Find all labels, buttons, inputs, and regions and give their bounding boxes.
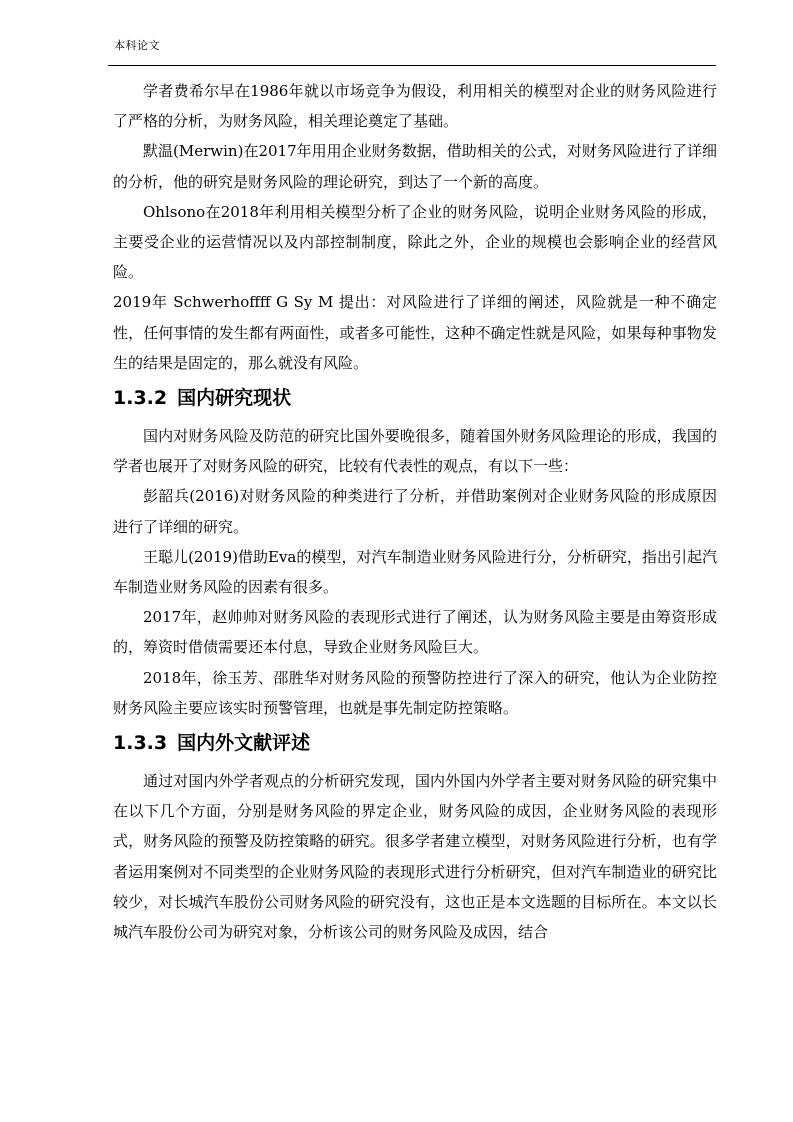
paragraph-peng: 彭韶兵(2016)对财务风险的种类进行了分析，并借助案例对企业财务风险的形成原因进行了详细的研究。 [113,487,717,536]
paragraph-merwin: 默温(Merwin)在2017年用用企业财务数据，借助相关的公式，对财务风险进行了详细的分析，他的研究是财务风险的理论研究，到达了一个新的高度。 [113,142,717,191]
paragraph-review: 通过对国内外学者观点的分析研究发现，国内外国内外学者主要对财务风险的研究集中在以下几个方面，分别是财务风险的界定企业，财务风险的成因，企业财务风险的表现形式，财务风险的预警及防控策略的研究。很多学者建立模型，对财务风险进行分析，也有学者运用案例对不同类型的企业财务风险的表现形式进行分析研究，但对汽车制造业的研究比较少，对长城汽车股份公司财务风险的研究没有，这也正是本文选题的目标所在。本文以长城汽车股份公司为研究对象，分析该公司的财务风险及成因，结合 [113,772,717,942]
paragraph-zhao: 2017年，赵帅帅对财务风险的表现形式进行了阐述，认为财务风险主要是由筹资形成的，筹资时借债需要还本付息，导致企业财务风险巨大。 [113,608,717,657]
paragraph-xu: 2018年，徐玉芳、邵胜华对财务风险的预警防控进行了深入的研究，他认为企业防控财务风险主要应该实时预警管理，也就是事先制定防控策略。 [113,668,717,717]
section-heading-132 [113,381,717,415]
section-number: 1.3.2 [113,387,168,410]
paragraph-wang: 王聪儿(2019)借助Eva的模型，对汽车制造业财务风险进行分，分析研究，指出引起汽车制造业财务风险的因素有很多。 [113,547,717,597]
paragraph-schwerhoff: 2019年 Schwerhoffff G Sy M 提出：对风险进行了详细的阐述，风险就是一种不确定性，任何事情的发生都有两面性，或者多可能性，这种不确定性就是风险，如果每种事物发生的结果是固定的，那么就没有风险。 [113,293,717,372]
document-body [113,76,717,947]
section-number: 1.3.3 [113,732,168,755]
paragraph-domestic-intro: 国内对财务风险及防范的研究比国外要晚很多，随着国外财务风险理论的形成，我国的学者也展开了对财务风险的研究，比较有代表性的观点，有以下一些： [113,427,717,476]
page-header-title: 本科论文 [114,39,160,52]
header-divider [108,65,716,66]
section-title: 国内研究现状 [177,387,292,410]
section-heading-133 [113,726,717,760]
section-title: 国内外文献评述 [177,732,311,755]
paragraph-fisher: 学者费希尔早在1986年就以市场竞争为假设，利用相关的模型对企业的财务风险进行了严格的分析，为财务风险，相关理论奠定了基础。 [113,82,717,131]
paragraph-ohlsono: Ohlsono在2018年利用相关模型分析了企业的财务风险，说明企业财务风险的形成，主要受企业的运营情况以及内部控制制度，除此之外，企业的规模也会影响企业的经营风险。 [113,202,717,282]
